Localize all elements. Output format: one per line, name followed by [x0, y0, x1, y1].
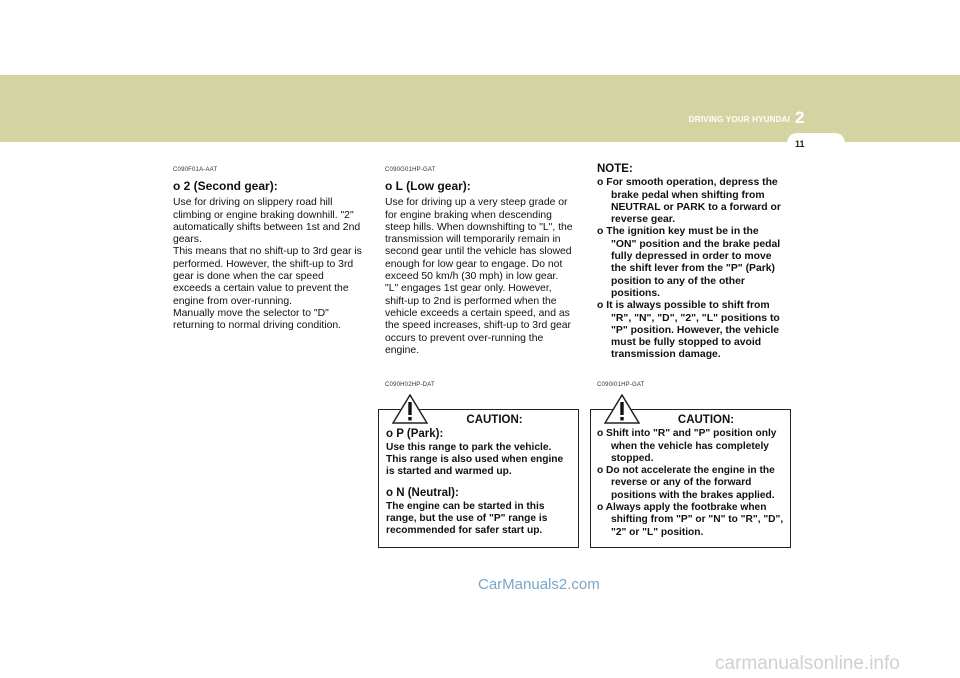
watermark-carmanualsonline: carmanualsonline.info: [715, 653, 900, 674]
caution-code: C090H02HP-DAT: [385, 382, 435, 388]
section-title: DRIVING YOUR HYUNDAI: [688, 115, 790, 124]
warning-icon: [604, 394, 640, 424]
caution-item: o Always apply the footbrake when shifting from "P" or "N" to "R", "D", "2" or "L" position.: [597, 502, 784, 538]
caution-text: Use this range to park the vehicle. This range is also used when engine is started and warmed up.: [386, 441, 564, 478]
section-heading: o L (Low gear):: [385, 179, 471, 194]
paragraph: "L" engages 1st gear only. However, shift-up to 2nd is performed when the vehicle exceeds a certain speed, and as the speed increases, shift-up to 3rd gear occurs to prevent over-running the engine.: [385, 283, 571, 356]
paragraph: Manually move the selector to "D" returning to normal driving condition.: [173, 307, 342, 332]
note-item: o The ignition key must be in the "ON" position and the brake pedal fully depressed in order to move the shift lever from the "P" (Park) position to any of the other positions.: [597, 226, 781, 299]
note-title: NOTE:: [597, 163, 633, 175]
caution-code: C090I01HP-GAT: [597, 382, 645, 388]
caution-box-shifting: [590, 409, 791, 548]
note-item: o It is always possible to shift from "R", "N", "D", "2", "L" positions to "P" position. However, the vehicle must be fully stopped to avoid transmission damage.: [597, 300, 780, 361]
column-second-gear: [173, 164, 363, 333]
header-band: [0, 75, 960, 142]
section-code: C090F01A-AAT: [173, 167, 218, 173]
paragraph: Use for driving up a very steep grade or for engine braking when descending steep hills. When downshifting to "L", the transmission will temporarily remain in second gear until the vehicle has slowed enough for low gear to engage. Do not exceed 50 km/h (30 mph) in low gear.: [385, 197, 573, 283]
caution-title: CAUTION:: [677, 414, 735, 426]
warning-icon: [392, 394, 428, 424]
section-code: C090G01HP-GAT: [385, 167, 436, 173]
note-item: o For smooth operation, depress the brake pedal when shifting from NEUTRAL or PARK to a forward or reverse gear.: [597, 177, 781, 226]
caution-item: o Do not accelerate the engine in the reverse or any of the forward positions with the brakes applied.: [597, 465, 775, 501]
paragraph: Use for driving on slippery road hill climbing or engine braking downhill. "2" automatically shifts between 1st and 2nd gears.: [173, 197, 361, 246]
page-number: 11: [795, 139, 805, 149]
caution-item: o Shift into "R" and "P" position only when the vehicle has completely stopped.: [597, 428, 777, 464]
watermark-carmanuals2: CarManuals2.com: [478, 576, 600, 593]
paragraph: This means that no shift-up to 3rd gear is performed. However, the shift-up to 3rd gear is done when the car speed exceeds a certain value to prevent the engine from over-running.: [173, 246, 362, 307]
column-low-gear: [385, 164, 575, 357]
caution-box-park-neutral: [378, 409, 579, 548]
column-notes: [597, 163, 786, 362]
caution-subheading: o P (Park):: [386, 428, 444, 441]
caution-subheading: o N (Neutral):: [386, 487, 459, 500]
caution-title: CAUTION:: [466, 414, 523, 426]
top-margin: [0, 0, 960, 75]
section-number: 2: [795, 108, 805, 127]
caution-text: The engine can be started in this range, but the use of "P" range is recommended for safer start up.: [386, 500, 548, 537]
section-heading: o 2 (Second gear):: [173, 179, 278, 194]
